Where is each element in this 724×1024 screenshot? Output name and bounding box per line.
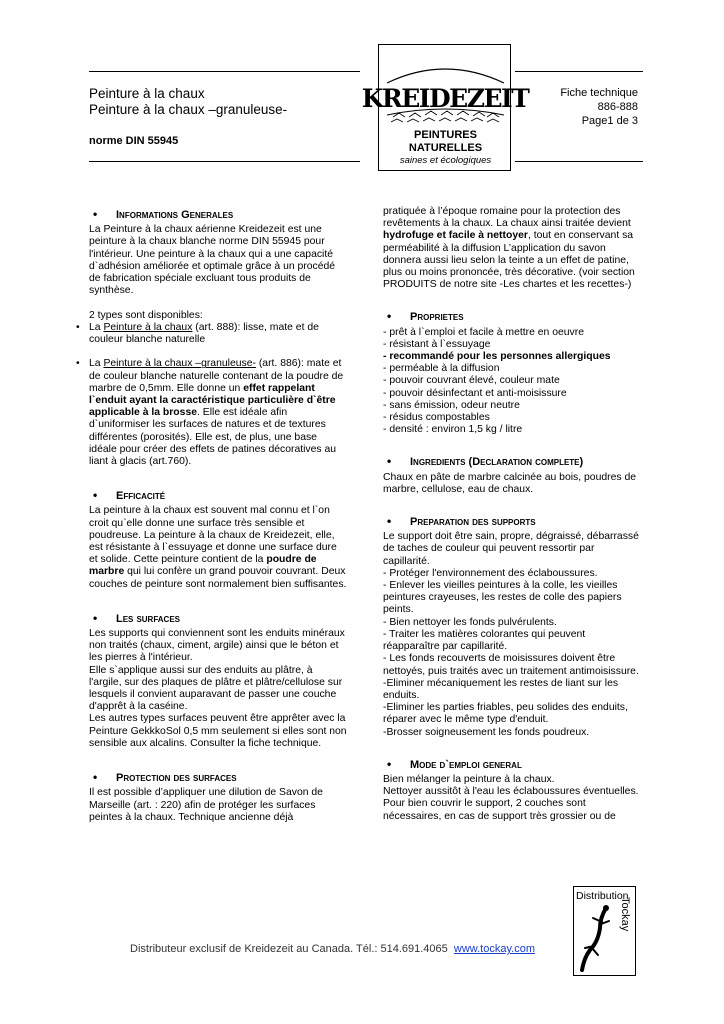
kreidezeit-logo bbox=[361, 44, 529, 171]
bullet-icon: • bbox=[93, 610, 98, 625]
header-rule-left-top bbox=[89, 71, 360, 72]
mode-paragraph-1: Bien mélanger la peinture à la chaux. bbox=[383, 773, 555, 785]
continued-paragraph: pratiquée à l’époque romaine pour la protection des revêtements à la chaux. La chaux ainsi traitée devient hydrofuge et facile à nettoyer, tout en conservant sa perméabilité à la diffusion L’application du savon donnera aussi lieu selon la teinte a un effet de patine, plus ou moins prononcée, très décorative. (voir section PRODUITS de notre site -Les chartes et les recettes-) bbox=[383, 206, 635, 291]
website-link[interactable]: www.tockay.com bbox=[453, 943, 535, 955]
type-item-1: • La Peinture à la chaux (art. 888): lisse, mate et de couleur blanche naturelle bbox=[76, 321, 319, 346]
logo-wordmark: KREIDEZEIT bbox=[361, 84, 529, 113]
logo-emblem-icon bbox=[361, 45, 529, 125]
bullet-icon: • bbox=[93, 488, 98, 503]
logo-tagline bbox=[379, 129, 512, 167]
left-column bbox=[76, 207, 347, 824]
section-title: Les surfaces bbox=[116, 612, 181, 625]
list-item: -Brosser soigneusement les fonds poudreux. bbox=[383, 726, 590, 738]
section-title: Informations Generales bbox=[116, 209, 234, 221]
product-link: Peinture à la chaux bbox=[103, 321, 193, 333]
bullet-icon: • bbox=[387, 514, 392, 529]
list-item: - recommandé pour les personnes allergiques bbox=[383, 351, 611, 363]
footer-text: Distributeur exclusif de Kreidezeit au Canada. Tél.: 514.691.4065 bbox=[130, 943, 448, 955]
proprietes-list bbox=[383, 327, 639, 437]
bullet-icon: • bbox=[76, 358, 80, 370]
title-line-2: Peinture à la chaux –granuleuse- bbox=[89, 102, 288, 117]
header-rule-right-top bbox=[515, 71, 643, 72]
header-rule-right-bottom bbox=[515, 161, 643, 162]
section-title: Efficacité bbox=[116, 490, 166, 503]
list-item: - Les fonds recouverts de moisissures doivent être nettoyés, puis traités avec un traitement antimoisissure. bbox=[383, 653, 639, 677]
list-item: - pouvoir couvrant élevé, couleur mate bbox=[383, 375, 560, 387]
list-item: - densité : environ 1,5 kg / litre bbox=[383, 424, 523, 436]
fiche-label: Fiche technique bbox=[560, 87, 638, 99]
list-item: - Traiter les matières colorantes qui peuvent réapparaître par capillarité. bbox=[383, 628, 586, 653]
section-mode-emploi bbox=[383, 756, 639, 771]
surfaces-paragraph-2: Elle s`applique aussi sur des enduits au plâtre, à l'argile, sur des plaques de plâtre et plâtre/cellulose sur lesquels il convient auparavant de passer une couche d'apprêt à la caséine. bbox=[89, 664, 343, 713]
list-item: - prêt à l`emploi et facile à mettre en oeuvre bbox=[383, 326, 584, 338]
fiche-page: Page1 de 3 bbox=[581, 115, 638, 127]
list-item: - Enlever les vieilles peintures à la colle, les vieilles peintures crayeuses, les restes de colle des papiers peints. bbox=[383, 580, 622, 616]
title-line-1: Peinture à la chaux bbox=[89, 86, 205, 101]
list-item: - résistant à l`essuyage bbox=[383, 338, 491, 350]
fiche-block bbox=[530, 86, 638, 128]
gecko-icon bbox=[576, 904, 620, 976]
bullet-icon: • bbox=[76, 321, 80, 333]
section-ingredients bbox=[383, 456, 639, 468]
product-link: Peinture à la chaux –granuleuse- bbox=[103, 358, 256, 370]
section-title: Preparation des supports bbox=[410, 516, 536, 529]
section-title: Proprietes bbox=[410, 311, 464, 324]
logo-line-3: saines et écologiques bbox=[399, 155, 492, 166]
list-item: -Eliminer les parties friables, peu solides des enduits, réparer avec le même type d'enduit. bbox=[383, 702, 628, 726]
right-column bbox=[383, 206, 639, 823]
bullet-icon: • bbox=[387, 756, 392, 771]
preparation-paragraph: Le support doit être sain, propre, dégraissé, débarrassé de taches de couleur qui peuvent ressortir par capillarité. bbox=[383, 531, 639, 567]
mode-paragraph-2: Nettoyer aussitôt à l'eau les éclaboussures éventuelles. Pour bien couvrir le support, 2 couches sont nécessaires, en cas de support très grossier ou de bbox=[383, 786, 639, 822]
section-proprietes bbox=[383, 311, 639, 323]
section-protection bbox=[89, 772, 347, 784]
section-surfaces bbox=[89, 610, 347, 625]
ingredients-paragraph: Chaux en pâte de marbre calcinée au bois, poudres de marbre, cellulose, eau de chaux. bbox=[383, 471, 637, 495]
list-item: - Bien nettoyer les fonds pulvérulents. bbox=[383, 616, 557, 628]
surfaces-paragraph-3: Les autres types surfaces peuvent être apprêter avec la Peinture GekkkoSol 0,5 mm seulement si elles sont non sensible aux alcalins. Consulter la fiche technique. bbox=[89, 713, 347, 749]
badge-label: Distribution bbox=[576, 890, 629, 902]
type-item-2: • La Peinture à la chaux –granuleuse- (art. 886): mate et de couleur blanche naturelle contenant de la poudre de marbre de 0,5mm. Elle donne un effet rappelant l`enduit ayant la caractéristique particulière d`être applicable à la brosse. Elle est idéale afin d`uniformiser les surfaces de natures et de textures différentes (porosités). Elle est, de plus, une base idéale pour créer des effets de patines décoratives au liant à glacis (art.760). bbox=[76, 358, 344, 468]
section-title: Ingredients (Declaration complete) bbox=[410, 456, 584, 469]
logo-line-1: PEINTURES bbox=[414, 129, 477, 141]
bullet-icon: • bbox=[387, 454, 392, 469]
list-item: - pouvoir désinfectant et anti-moisissure bbox=[383, 387, 567, 399]
distribution-tockay-badge bbox=[573, 886, 636, 976]
bullet-icon: • bbox=[387, 309, 392, 324]
protection-paragraph: Il est possible d’appliquer une dilution de Savon de Marseille (art. : 220) afin de protéger les surfaces peintes à la chaux. Technique ancienne déjà bbox=[89, 787, 323, 823]
list-item: - résidus compostables bbox=[383, 412, 490, 424]
logo-line-2: NATURELLES bbox=[408, 142, 483, 154]
list-item: - perméable à la diffusion bbox=[383, 363, 500, 375]
section-title: Mode d`emploi general bbox=[410, 758, 522, 771]
section-informations bbox=[89, 209, 347, 221]
bullet-icon: • bbox=[93, 770, 98, 785]
footer bbox=[130, 943, 535, 955]
section-efficacite bbox=[89, 490, 347, 502]
section-preparation bbox=[383, 516, 639, 528]
section-title: Protection des surfaces bbox=[116, 772, 237, 785]
types-intro: 2 types sont disponibles: bbox=[89, 309, 203, 321]
norme-label: norme DIN 55945 bbox=[89, 135, 179, 147]
preparation-list bbox=[383, 568, 639, 739]
fiche-ref: 886-888 bbox=[597, 101, 638, 113]
document-title bbox=[89, 86, 287, 118]
bullet-icon: • bbox=[93, 207, 98, 221]
header-rule-left-bottom bbox=[89, 161, 360, 162]
list-item: - Protéger l'environnement des éclaboussures. bbox=[383, 567, 598, 579]
badge-side-label: Tockay bbox=[619, 897, 631, 932]
surfaces-paragraph-1: Les supports qui conviennent sont les enduits minéraux non traités (chaux, ciment, argile) ainsi que le béton et les pierres à l'intérieur. bbox=[89, 628, 345, 664]
list-item: - sans émission, odeur neutre bbox=[383, 399, 520, 411]
info-paragraph: La Peinture à la chaux aérienne Kreidezeit est une peinture à la chaux blanche norme DIN 55945 pour l'intérieur. Une peinture à la chaux qui a une capacité d`adhésion améliorée et optimale grâce à un procédé de fabrication spéciale excluant tous produits de synthèse. bbox=[89, 224, 336, 297]
efficacite-paragraph: La peinture à la chaux est souvent mal connu et l`on croit qu`elle donne une surface très sensible et poudreuse. La peinture à la chaux de Kreidezeit, elle, est résistante à l`essuyage et donne une surface dure et solide. Cette peinture contient de la poudre de marbre qui lui confère un grand pouvoir couvrant. Deux couches de peinture sont normalement bien suffisantes. bbox=[89, 505, 347, 590]
list-item: -Eliminer mécaniquement les restes de liant sur les enduits. bbox=[383, 677, 619, 701]
